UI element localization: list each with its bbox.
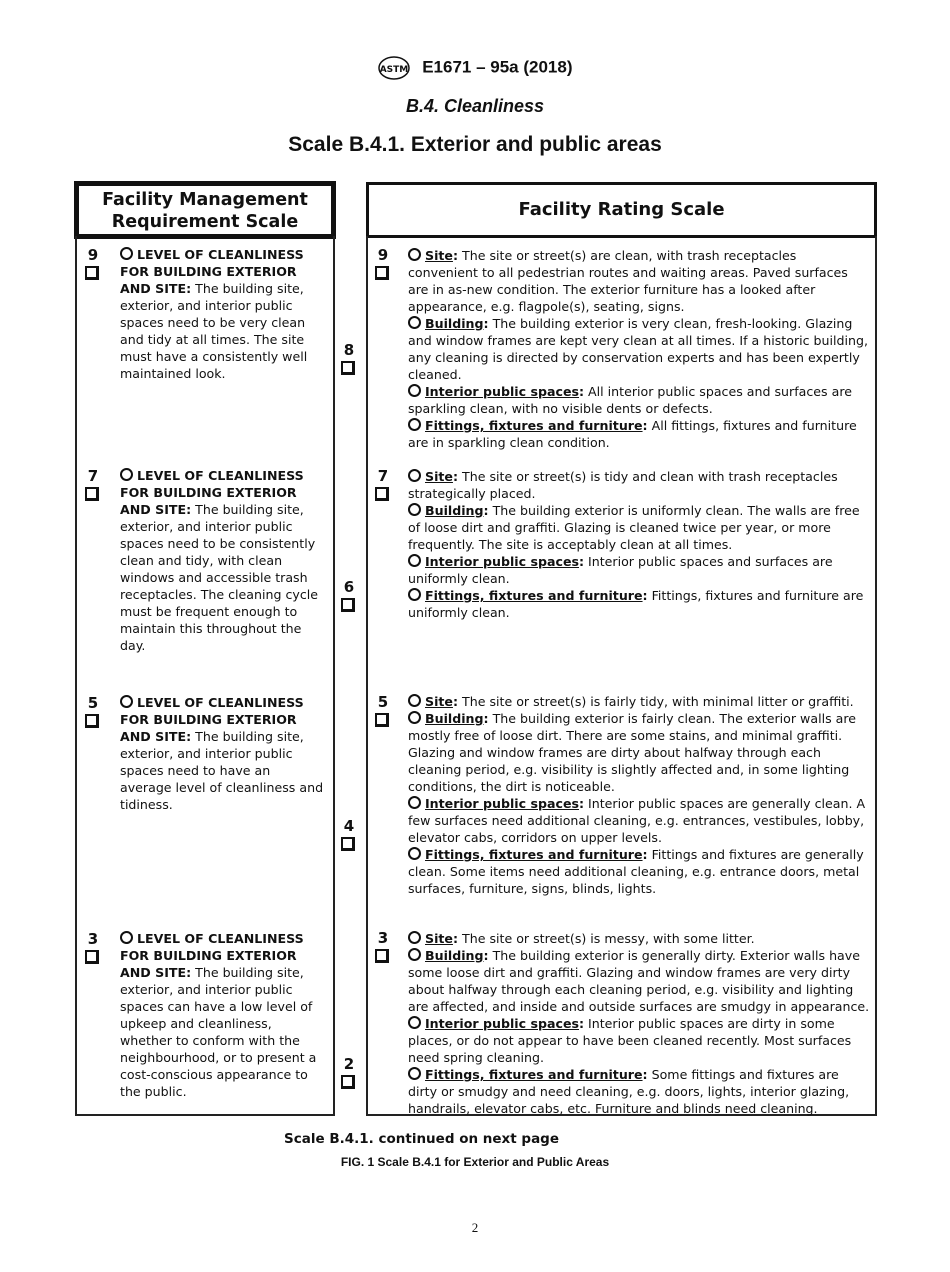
rating-item: Site: The site or street(s) are clean, with trash receptacles convenient to all pedestrian routes and waiting areas. Paved surfaces are in as-new condition. The exterior furniture has a looked after appearance, e.g. flagpole(s), seating, signs.	[408, 248, 848, 314]
rating-item-label: Building	[425, 503, 484, 518]
intermediate-level-number: 6	[343, 578, 355, 596]
figure-caption: FIG. 1 Scale B.4.1 for Exterior and Public Areas	[340, 1155, 610, 1169]
requirement-heading: LEVEL OF CLEANLINESS FOR BUILDING EXTERIOR AND SITE:	[120, 468, 304, 517]
requirement-checkbox[interactable]	[85, 949, 99, 968]
radio-circle-icon[interactable]	[408, 1067, 421, 1080]
rating-checkbox[interactable]	[375, 265, 389, 284]
radio-circle-icon[interactable]	[408, 248, 421, 261]
rating-item: Fittings, fixtures and furniture: Some fittings and fixtures are dirty or smudgy and need cleaning, e.g. doors, lights, interior glazing, handrails, elevator cabs, etc. Furniture and blinds need cleaning.	[408, 1067, 850, 1116]
rating-item: Fittings, fixtures and furniture: Fittings, fixtures and furniture are uniformly clean.	[408, 588, 864, 620]
rating-checkbox[interactable]	[375, 712, 389, 731]
radio-circle-icon[interactable]	[408, 711, 421, 724]
rating-text	[408, 930, 870, 1117]
rating-item: Building: The building exterior is fairly clean. The exterior walls are mostly free of loose dirt. There are some stains, and minimal graffiti. Glazing and window frames are dirty about halfway through each cleaning period, e.g. visibility is slightly affected and, in some lighting conditions, the dirt is noticeable.	[408, 711, 857, 794]
intermediate-level-number: 4	[343, 817, 355, 835]
rating-checkbox[interactable]	[375, 486, 389, 505]
requirement-text	[120, 930, 325, 1100]
requirement-text	[120, 694, 325, 813]
rating-item: Interior public spaces: Interior public spaces are dirty in some places, or do not appear to have been cleaned recently. Most surfaces need spring cleaning.	[408, 1016, 852, 1065]
checkbox-icon	[85, 714, 99, 728]
standard-header	[0, 55, 950, 81]
scale-title: Scale B.4.1. Exterior and public areas	[288, 133, 662, 156]
radio-circle-icon[interactable]	[120, 931, 133, 944]
rating-level-number: 9	[377, 246, 389, 264]
rating-item-label: Interior public spaces	[425, 1016, 579, 1031]
radio-circle-icon[interactable]	[408, 469, 421, 482]
radio-circle-icon[interactable]	[120, 695, 133, 708]
radio-circle-icon[interactable]	[408, 948, 421, 961]
management-heading-line1: Facility Management	[102, 190, 308, 210]
radio-circle-icon[interactable]	[408, 588, 421, 601]
rating-item-label: Fittings, fixtures and furniture	[425, 1067, 643, 1082]
rating-item-label: Site	[425, 931, 453, 946]
checkbox-icon	[85, 487, 99, 501]
rating-item-text: Some fittings and fixtures are dirty or smudgy and need cleaning, e.g. doors, lights, interior glazing, handrails, elevator cabs, etc. Furniture and blinds need cleaning.	[408, 1067, 850, 1116]
continued-note: Scale B.4.1. continued on next page	[284, 1131, 559, 1147]
intermediate-checkbox[interactable]	[341, 597, 355, 616]
requirement-heading: LEVEL OF CLEANLINESS FOR BUILDING EXTERIOR AND SITE:	[120, 247, 304, 296]
radio-circle-icon[interactable]	[408, 1016, 421, 1029]
requirement-level-number: 9	[87, 246, 99, 264]
rating-item: Interior public spaces: All interior public spaces and surfaces are sparkling clean, with no visible dents or defects.	[408, 384, 852, 416]
rating-item-label: Site	[425, 694, 453, 709]
rating-item-label: Fittings, fixtures and furniture	[425, 588, 643, 603]
rating-item-text: The building exterior is fairly clean. The exterior walls are mostly free of loose dirt. There are some stains, and minimal graffiti. Glazing and window frames are dirty about halfway through each cleaning period, e.g. visibility is slightly affected and, in some lighting conditions, the dirt is noticeable.	[408, 711, 857, 794]
intermediate-checkbox[interactable]	[341, 836, 355, 855]
rating-item: Site: The site or street(s) is messy, with some litter.	[408, 930, 870, 947]
radio-circle-icon[interactable]	[408, 796, 421, 809]
radio-circle-icon[interactable]	[408, 418, 421, 431]
rating-item-text: All fittings, fixtures and furniture are in sparkling clean condition.	[408, 418, 857, 450]
radio-circle-icon[interactable]	[408, 847, 421, 860]
requirement-body: The building site, exterior, and interior public spaces need to be consistently clean and tidy, with clean windows and accessible trash receptacles. The cleaning cycle must be frequent enough to maintain this throughout the day.	[120, 502, 319, 653]
radio-circle-icon[interactable]	[408, 554, 421, 567]
rating-item-text: The site or street(s) are clean, with trash receptacles convenient to all pedestrian routes and waiting areas. Paved surfaces are in as-new condition. The exterior furniture has a looked after appearance, e.g. flagpole(s), seating, signs.	[408, 248, 848, 314]
rating-checkbox[interactable]	[375, 948, 389, 967]
rating-item: Site: The site or street(s) is fairly tidy, with minimal litter or graffiti.	[408, 693, 870, 710]
rating-item-label: Fittings, fixtures and furniture	[425, 418, 643, 433]
requirement-text	[120, 246, 325, 382]
rating-item-label: Building	[425, 316, 484, 331]
checkbox-icon	[85, 266, 99, 280]
rating-item: Interior public spaces: Interior public spaces and surfaces are uniformly clean.	[408, 554, 833, 586]
rating-item-label: Interior public spaces	[425, 796, 579, 811]
requirement-level-number: 7	[87, 467, 99, 485]
standard-designation: E1671 – 95a (2018)	[422, 57, 573, 77]
rating-item-label: Building	[425, 948, 484, 963]
page-number: 2	[471, 1220, 479, 1235]
radio-circle-icon[interactable]	[408, 694, 421, 707]
rating-item-label: Interior public spaces	[425, 554, 579, 569]
checkbox-icon	[375, 949, 389, 963]
rating-text	[408, 693, 870, 897]
rating-item-text: Interior public spaces and surfaces are uniformly clean.	[408, 554, 833, 586]
requirement-level-number: 5	[87, 694, 99, 712]
rating-item-text: The site or street(s) is fairly tidy, with minimal litter or graffiti.	[462, 694, 854, 709]
rating-column-heading: Facility Rating Scale	[366, 182, 877, 238]
rating-item: Fittings, fixtures and furniture: Fittings and fixtures are generally clean. Some items need additional cleaning, e.g. entrance doors, metal surfaces, furniture, signs, blinds, lights.	[408, 847, 864, 896]
requirement-body: The building site, exterior, and interior public spaces need to be very clean and tidy at all times. The site must have a consistently well maintained look.	[120, 281, 308, 381]
checkbox-icon	[341, 837, 355, 851]
intermediate-checkbox[interactable]	[341, 1074, 355, 1093]
checkbox-icon	[341, 598, 355, 612]
rating-item-text: The building exterior is very clean, fresh-looking. Glazing and window frames are kept very clean at all times. If a historic building, any cleaning is directed by conservation experts and has been expertly cleaned.	[408, 316, 868, 382]
rating-item: Interior public spaces: Interior public spaces are generally clean. A few surfaces need additional cleaning, e.g. entrances, vestibules, lobby, elevator cabs, corridors on upper levels.	[408, 796, 866, 845]
rating-level-number: 5	[377, 693, 389, 711]
radio-circle-icon[interactable]	[408, 316, 421, 329]
intermediate-level-number: 8	[343, 341, 355, 359]
section-title: B.4. Cleanliness	[405, 96, 545, 116]
requirement-level-number: 3	[87, 930, 99, 948]
checkbox-icon	[341, 361, 355, 375]
management-heading-line2: Requirement Scale	[111, 212, 299, 232]
rating-item-text: All interior public spaces and surfaces are sparkling clean, with no visible dents or defects.	[408, 384, 852, 416]
radio-circle-icon[interactable]	[408, 503, 421, 516]
requirement-checkbox[interactable]	[85, 486, 99, 505]
rating-item-label: Site	[425, 469, 453, 484]
requirement-checkbox[interactable]	[85, 713, 99, 732]
radio-circle-icon[interactable]	[408, 931, 421, 944]
rating-text	[408, 468, 870, 621]
requirement-heading: LEVEL OF CLEANLINESS FOR BUILDING EXTERIOR AND SITE:	[120, 695, 304, 744]
rating-item-text: Interior public spaces are dirty in some places, or do not appear to have been cleaned recently. Most surfaces need spring cleaning.	[408, 1016, 852, 1065]
requirement-checkbox[interactable]	[85, 265, 99, 284]
radio-circle-icon[interactable]	[120, 247, 133, 260]
requirement-body: The building site, exterior, and interior public spaces can have a low level of upkeep and cleanliness, whether to conform with the neighbourhood, or to present a cost-conscious appearance to the public.	[120, 965, 317, 1099]
intermediate-checkbox[interactable]	[341, 360, 355, 379]
rating-item: Site: The site or street(s) is tidy and clean with trash receptacles strategically placed.	[408, 469, 838, 501]
svg-text:ASTM: ASTM	[380, 65, 409, 75]
rating-item-label: Fittings, fixtures and furniture	[425, 847, 643, 862]
rating-item-text: The site or street(s) is tidy and clean with trash receptacles strategically placed.	[408, 469, 838, 501]
checkbox-icon	[375, 713, 389, 727]
checkbox-icon	[375, 266, 389, 280]
checkbox-icon	[85, 950, 99, 964]
radio-circle-icon[interactable]	[120, 468, 133, 481]
management-column-heading	[74, 181, 336, 239]
radio-circle-icon[interactable]	[408, 384, 421, 397]
rating-item: Building: The building exterior is very clean, fresh-looking. Glazing and window frames are kept very clean at all times. If a historic building, any cleaning is directed by conservation experts and has been expertly cleaned.	[408, 316, 868, 382]
rating-item-text: The building exterior is uniformly clean. The walls are free of loose dirt and graffiti. Glazing is cleaned twice per year, or more frequently. The site is acceptably clean at all times.	[408, 503, 860, 552]
rating-level-number: 7	[377, 467, 389, 485]
rating-item-text: Interior public spaces are generally clean. A few surfaces need additional cleaning, e.g. entrances, vestibules, lobby, elevator cabs, corridors on upper levels.	[408, 796, 866, 845]
rating-item-label: Building	[425, 711, 484, 726]
rating-item-text: Fittings, fixtures and furniture are uniformly clean.	[408, 588, 864, 620]
astm-logo-icon	[377, 55, 411, 81]
rating-item-label: Interior public spaces	[425, 384, 579, 399]
requirement-text	[120, 467, 325, 654]
rating-item: Building: The building exterior is uniformly clean. The walls are free of loose dirt and graffiti. Glazing is cleaned twice per year, or more frequently. The site is acceptably clean at all times.	[408, 503, 860, 552]
rating-text	[408, 247, 870, 451]
rating-item-text: The site or street(s) is messy, with some litter.	[462, 931, 755, 946]
rating-item: Building: The building exterior is generally dirty. Exterior walls have some loose dirt and graffiti. Glazing and window frames are very dirty about halfway through each cleaning period, e.g. visibility and lighting are affected, and inside and outside surfaces are smudgy in appearance.	[408, 948, 870, 1014]
rating-item-label: Site	[425, 248, 453, 263]
intermediate-level-number: 2	[343, 1055, 355, 1073]
rating-level-number: 3	[377, 929, 389, 947]
checkbox-icon	[341, 1075, 355, 1089]
rating-item: Fittings, fixtures and furniture: All fittings, fixtures and furniture are in sparkling clean condition.	[408, 418, 857, 450]
rating-item-text: Fittings and fixtures are generally clean. Some items need additional cleaning, e.g. entrance doors, metal surfaces, furniture, signs, blinds, lights.	[408, 847, 864, 896]
requirement-body: The building site, exterior, and interior public spaces need to have an average level of cleanliness and tidiness.	[120, 729, 324, 812]
rating-item-text: The building exterior is generally dirty. Exterior walls have some loose dirt and graffiti. Glazing and window frames are very dirty about halfway through each cleaning period, e.g. visibility and lighting are affected, and inside and outside surfaces are smudgy in appearance.	[408, 948, 870, 1014]
requirement-heading: LEVEL OF CLEANLINESS FOR BUILDING EXTERIOR AND SITE:	[120, 931, 304, 980]
checkbox-icon	[375, 487, 389, 501]
